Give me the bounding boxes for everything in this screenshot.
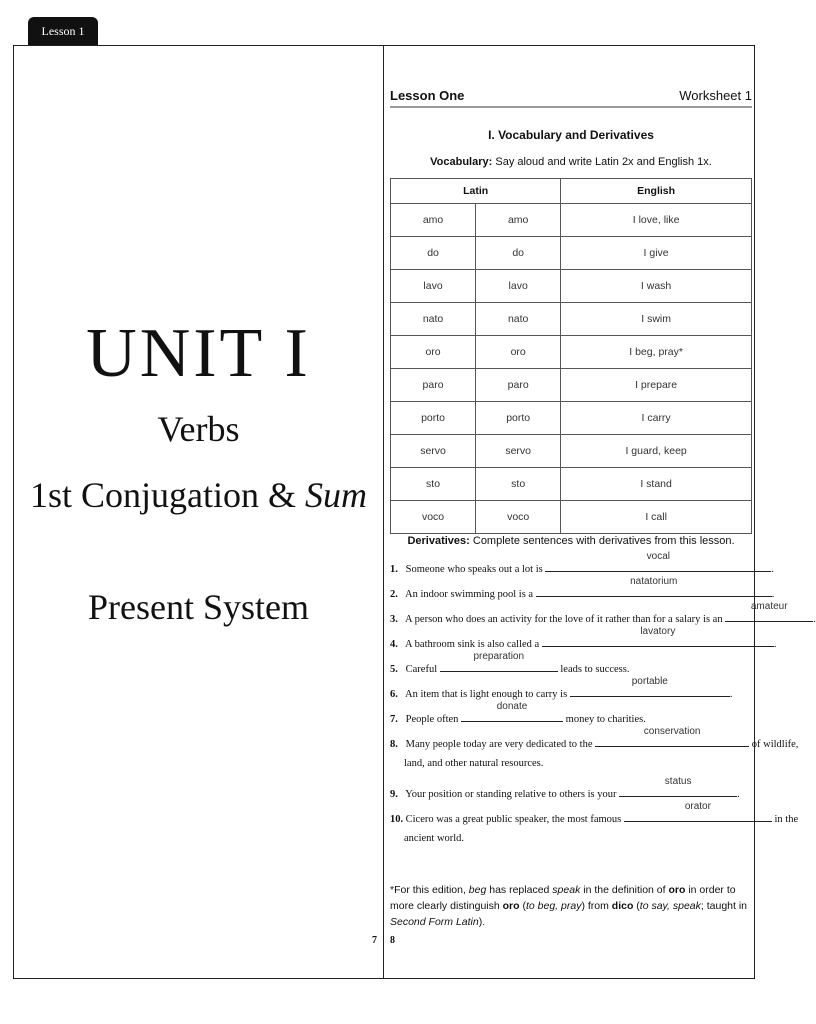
english-cell: I give <box>561 237 752 270</box>
english-cell: I swim <box>561 303 752 336</box>
question-end: of wildlife, <box>749 739 799 750</box>
english-cell: I prepare <box>561 369 752 402</box>
question-end: leads to success. <box>557 664 630 675</box>
table-row <box>391 435 752 468</box>
derivatives-label: Derivatives: <box>407 535 470 547</box>
unit-subtitle-present-system: Present System <box>88 587 309 627</box>
lesson-heading: Lesson One <box>390 88 465 103</box>
table-row <box>391 204 752 237</box>
answer-text: status <box>664 776 692 787</box>
table-row <box>391 369 752 402</box>
latin-cell: sto <box>391 468 476 501</box>
worksheet-header <box>390 88 752 108</box>
question-number: 10. <box>390 814 404 825</box>
question-8-continued: land, and other natural resources. <box>404 758 544 769</box>
answer-blank[interactable] <box>725 601 813 622</box>
answer-blank[interactable] <box>624 801 772 822</box>
question-end: in the <box>771 814 799 825</box>
table-row <box>391 501 752 534</box>
english-cell: I love, like <box>561 204 752 237</box>
footnote-italic: to beg, pray <box>525 900 582 912</box>
question-text: Your position or standing relative to others is your <box>405 789 620 800</box>
answer-blank[interactable] <box>542 626 774 647</box>
derivatives-text: Complete sentences with derivatives from this lesson. <box>472 535 735 547</box>
footnote <box>390 882 752 930</box>
vocabulary-instruction <box>390 156 752 168</box>
question-number: 7. <box>390 714 398 725</box>
worksheet-label: Worksheet 1 <box>679 88 752 103</box>
answer-blank[interactable] <box>536 576 772 597</box>
answer-text: amateur <box>750 601 788 612</box>
question-3 <box>390 601 816 625</box>
latin-cell: servo <box>391 435 476 468</box>
question-10 <box>390 801 799 825</box>
unit-subtitle-verbs: Verbs <box>157 409 240 449</box>
question-text: Someone who speaks out a lot is <box>405 564 546 575</box>
question-text: Careful <box>405 664 440 675</box>
answer-text: donate <box>496 701 528 712</box>
question-end: . <box>813 614 816 625</box>
english-cell: I beg, pray* <box>561 336 752 369</box>
question-number: 1. <box>390 564 398 575</box>
question-number: 9. <box>390 789 398 800</box>
footnote-bold: dico <box>611 900 634 912</box>
question-number: 3. <box>390 614 398 625</box>
latin-cell: do <box>391 237 476 270</box>
footnote-text: in the definition of <box>580 884 669 896</box>
footnote-italic: Second Form Latin <box>390 916 479 928</box>
latin-cell: sto <box>476 468 561 501</box>
question-8 <box>390 726 799 750</box>
latin-cell: amo <box>391 204 476 237</box>
answer-blank[interactable] <box>570 676 730 697</box>
question-end: money to charities. <box>563 714 646 725</box>
answer-text: orator <box>684 801 711 812</box>
footnote-text: ; taught in <box>700 900 748 912</box>
answer-blank[interactable] <box>595 726 749 747</box>
question-text: A person who does an activity for the love of it rather than for a salary is an <box>405 614 726 625</box>
answer-blank[interactable] <box>461 701 563 722</box>
latin-cell: voco <box>476 501 561 534</box>
question-number: 2. <box>390 589 398 600</box>
question-4 <box>390 626 777 650</box>
english-cell: I stand <box>561 468 752 501</box>
answer-blank[interactable] <box>619 776 737 797</box>
answer-text: natatorium <box>630 576 678 587</box>
latin-cell: paro <box>476 369 561 402</box>
footnote-text: ) from <box>581 900 612 912</box>
latin-cell: lavo <box>476 270 561 303</box>
question-text: Cicero was a great public speaker, the most famous <box>405 814 624 825</box>
latin-header: Latin <box>391 179 561 204</box>
footnote-italic: to say, speak <box>639 900 701 912</box>
english-cell: I wash <box>561 270 752 303</box>
question-number: 6. <box>390 689 398 700</box>
question-end: . <box>771 589 775 600</box>
footnote-text: ( <box>519 900 526 912</box>
question-text: An indoor swimming pool is a <box>405 589 536 600</box>
answer-text: vocal <box>646 551 670 562</box>
footnote-italic: beg <box>468 884 487 896</box>
footnote-text: has replaced <box>486 884 553 896</box>
latin-cell: lavo <box>391 270 476 303</box>
latin-cell: nato <box>391 303 476 336</box>
question-2 <box>390 576 775 600</box>
question-text: A bathroom sink is also called a <box>405 639 542 650</box>
table-header-row <box>391 179 752 204</box>
table-row <box>391 270 752 303</box>
english-cell: I guard, keep <box>561 435 752 468</box>
latin-cell: oro <box>476 336 561 369</box>
answer-blank[interactable] <box>440 651 558 672</box>
latin-cell: servo <box>476 435 561 468</box>
question-end: . <box>729 689 733 700</box>
answer-blank[interactable] <box>545 551 771 572</box>
question-text: People often <box>405 714 462 725</box>
footnote-bold: oro <box>502 900 520 912</box>
latin-cell: voco <box>391 501 476 534</box>
question-text: An item that is light enough to carry is <box>405 689 570 700</box>
latin-cell: paro <box>391 369 476 402</box>
question-5 <box>390 651 752 675</box>
question-9 <box>390 776 752 800</box>
table-row <box>391 237 752 270</box>
footnote-bold: oro <box>668 884 686 896</box>
question-text: Many people today are very dedicated to the <box>405 739 596 750</box>
latin-cell: do <box>476 237 561 270</box>
left-page <box>14 46 383 978</box>
unit-subtitle-conjugation <box>14 474 383 516</box>
unit-title: UNIT I <box>86 315 311 392</box>
footnote-text: ( <box>633 900 640 912</box>
vocabulary-label: Vocabulary: <box>430 156 493 168</box>
table-row <box>391 468 752 501</box>
question-number: 4. <box>390 639 398 650</box>
left-page-number: 7 <box>372 935 377 946</box>
question-6 <box>390 676 752 700</box>
table-row <box>391 303 752 336</box>
section-title: I. Vocabulary and Derivatives <box>488 128 654 142</box>
lesson-tab: Lesson 1 <box>28 17 98 45</box>
question-number: 8. <box>390 739 398 750</box>
footnote-text: *For this edition, <box>390 884 469 896</box>
answer-text: lavatory <box>640 626 676 637</box>
table-row <box>391 336 752 369</box>
latin-cell: porto <box>476 402 561 435</box>
answer-text: conservation <box>643 726 701 737</box>
derivatives-instruction <box>390 535 752 547</box>
vocabulary-table <box>390 178 752 534</box>
question-end: . <box>737 789 740 800</box>
question-7 <box>390 701 752 725</box>
footnote-text: ). <box>478 916 486 928</box>
question-end: . <box>771 564 774 575</box>
latin-cell: oro <box>391 336 476 369</box>
latin-cell: amo <box>476 204 561 237</box>
latin-cell: porto <box>391 402 476 435</box>
answer-text: preparation <box>473 651 525 662</box>
sum-text: Sum <box>305 475 367 515</box>
question-10-continued: ancient world. <box>404 833 465 844</box>
page-divider <box>383 45 384 979</box>
conjugation-text: 1st Conjugation & <box>29 475 305 515</box>
question-1 <box>390 551 774 575</box>
table-row <box>391 402 752 435</box>
answer-text: portable <box>631 676 668 687</box>
vocabulary-text: Say aloud and write Latin 2x and English 1x. <box>495 156 712 168</box>
latin-cell: nato <box>476 303 561 336</box>
footnote-text: in order to more clearly distinguish <box>390 884 736 912</box>
english-cell: I call <box>561 501 752 534</box>
question-number: 5. <box>390 664 398 675</box>
english-header: English <box>561 179 752 204</box>
footnote-italic: speak <box>552 884 581 896</box>
english-cell: I carry <box>561 402 752 435</box>
question-end: . <box>773 639 777 650</box>
right-page-number: 8 <box>390 935 395 946</box>
